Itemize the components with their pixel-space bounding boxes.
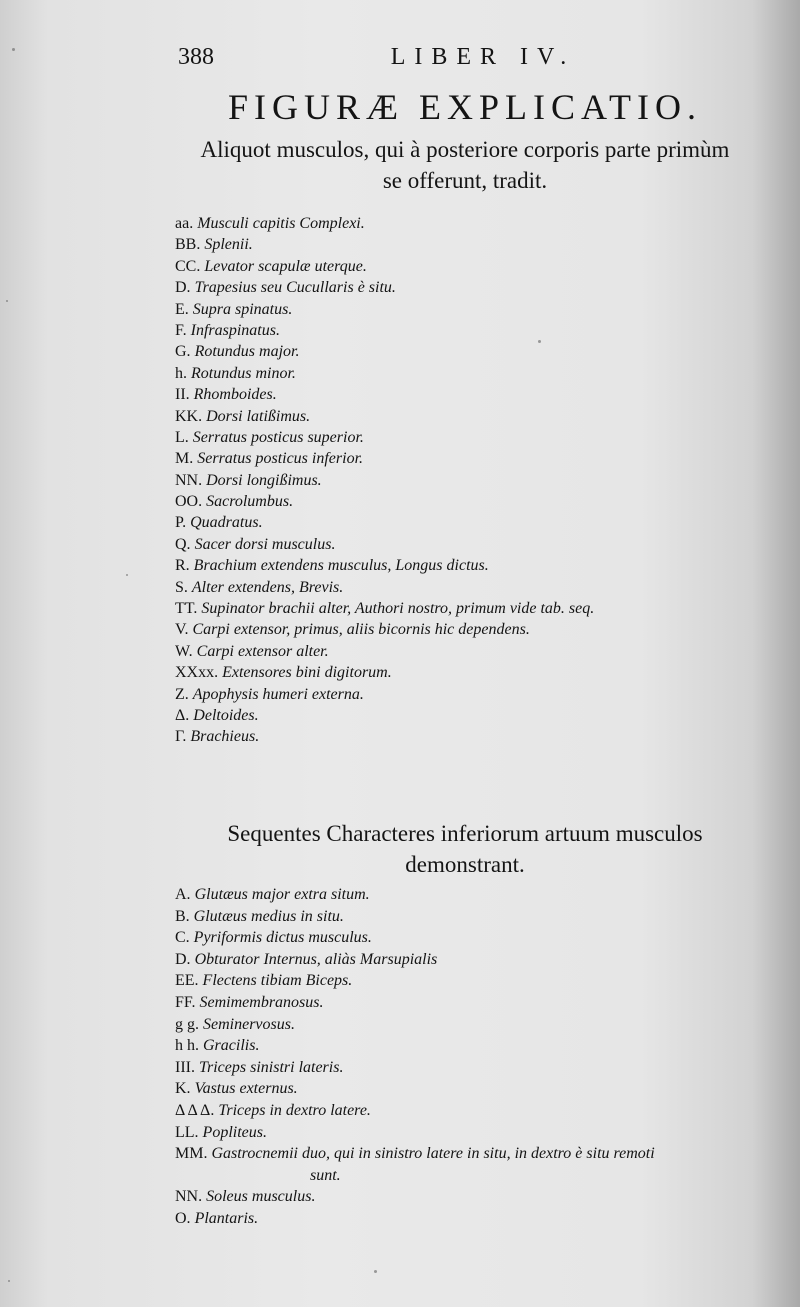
ink-speck	[374, 1270, 377, 1273]
legend-key: NN.	[175, 1188, 203, 1206]
legend-item	[175, 927, 655, 949]
legend-key: L.	[175, 428, 189, 446]
legend-item	[175, 256, 594, 277]
legend-item	[175, 662, 594, 683]
subtitle-line: Sequentes Characteres inferiorum artuum musculos	[227, 821, 703, 846]
legend-item	[175, 427, 594, 448]
legend-text: Plantaris.	[194, 1209, 259, 1227]
legend-item	[175, 992, 655, 1014]
legend-key: III.	[175, 1058, 195, 1076]
section2-subtitle	[160, 818, 770, 880]
legend-item	[175, 448, 594, 469]
legend-key: h.	[175, 364, 187, 382]
legend-text: Dorsi latißimus.	[206, 407, 311, 425]
legend-item	[175, 1186, 655, 1208]
legend-item	[175, 320, 594, 341]
legend-text: Sacer dorsi musculus.	[194, 535, 336, 553]
legend-key: BB.	[175, 236, 201, 254]
legend-item	[175, 705, 594, 726]
legend-key: B.	[175, 907, 190, 925]
legend-text: Alter extendens, Brevis.	[191, 578, 344, 596]
legend-key: FF.	[175, 993, 196, 1011]
legend-item	[175, 406, 594, 427]
legend-item	[175, 598, 594, 619]
legend-item	[175, 277, 594, 298]
legend-key: W.	[175, 642, 193, 660]
legend-item	[175, 577, 594, 598]
legend-key: O.	[175, 1209, 191, 1227]
legend-key: CC.	[175, 257, 201, 275]
legend-key: R.	[175, 557, 190, 575]
subtitle-line: se offerunt, tradit.	[382, 168, 548, 193]
legend-key: XXxx.	[175, 664, 219, 682]
legend-key: F.	[175, 321, 187, 339]
legend-key: Δ.	[175, 706, 190, 724]
section1-legend-list	[175, 213, 594, 748]
legend-text: Pyriformis dictus musculus.	[193, 929, 372, 947]
ink-speck	[8, 1280, 10, 1282]
legend-key: EE.	[175, 972, 199, 990]
legend-key: Q.	[175, 535, 191, 553]
legend-text: Dorsi longißimus.	[206, 471, 322, 489]
legend-key: D.	[175, 279, 191, 297]
legend-item	[175, 1078, 655, 1100]
legend-key: OO.	[175, 493, 203, 511]
legend-item	[175, 884, 655, 906]
legend-text: Supinator brachii alter, Authori nostro, primum vide tab. seq.	[201, 600, 595, 618]
legend-key: Z.	[175, 685, 189, 703]
legend-text: Serratus posticus inferior.	[197, 450, 364, 468]
legend-item-continuation	[175, 1165, 655, 1187]
legend-text: Gastrocnemii duo, qui in sinistro latere in situ, in dextro è situ remoti	[211, 1145, 655, 1163]
legend-text: Glutæus medius in situ.	[193, 907, 344, 925]
legend-key: K.	[175, 1080, 191, 1098]
legend-key: aa.	[175, 215, 194, 232]
legend-key: D.	[175, 950, 191, 968]
legend-text: Levator scapulæ uterque.	[204, 257, 367, 275]
section2-legend-list	[175, 884, 655, 1230]
legend-key: C.	[175, 929, 190, 947]
page-heading: FIGURÆ EXPLICATIO.	[227, 87, 702, 127]
subtitle-line: Aliquot musculos, qui à posteriore corporis parte primùm	[200, 137, 730, 162]
legend-item	[175, 512, 594, 533]
legend-item	[175, 949, 655, 971]
legend-item	[175, 534, 594, 555]
ink-speck	[6, 300, 8, 302]
legend-text: Popliteus.	[202, 1123, 267, 1141]
legend-item	[175, 363, 594, 384]
legend-text: Rotundus minor.	[191, 364, 296, 382]
legend-text: Soleus musculus.	[206, 1188, 316, 1206]
legend-item	[175, 906, 655, 928]
legend-text: Glutæus major extra situm.	[194, 886, 370, 903]
legend-item	[175, 299, 594, 320]
legend-text: sunt.	[310, 1166, 341, 1184]
legend-text: Supra spinatus.	[192, 300, 293, 318]
legend-key: V.	[175, 621, 189, 639]
legend-key: KK.	[175, 407, 203, 425]
legend-key: TT.	[175, 600, 198, 618]
legend-key: h h.	[175, 1037, 199, 1055]
legend-key: MM.	[175, 1145, 208, 1163]
legend-item	[175, 491, 594, 512]
legend-text: Rotundus major.	[194, 343, 300, 361]
legend-text: Sacrolumbus.	[206, 493, 294, 511]
legend-text: Brachium extendens musculus, Longus dictus.	[193, 557, 489, 575]
legend-text: Brachieus.	[190, 728, 260, 746]
running-head	[178, 40, 758, 80]
legend-item	[175, 1122, 655, 1144]
legend-text: Gracilis.	[203, 1037, 260, 1055]
legend-key: A.	[175, 886, 191, 903]
legend-key: II.	[175, 386, 190, 404]
legend-text: Splenii.	[204, 236, 253, 254]
legend-text: Musculi capitis Complexi.	[197, 215, 365, 232]
ink-speck	[538, 340, 541, 343]
legend-item	[175, 970, 655, 992]
ink-speck	[12, 48, 15, 51]
subtitle-line: demonstrant.	[405, 852, 525, 877]
legend-item	[175, 1208, 655, 1230]
legend-text: Semimembranosus.	[199, 993, 324, 1011]
legend-item	[175, 555, 594, 576]
legend-item	[175, 684, 594, 705]
legend-text: Obturator Internus, aliàs Marsupialis	[194, 950, 438, 968]
legend-item	[175, 1014, 655, 1036]
legend-item	[175, 384, 594, 405]
legend-text: Quadratus.	[190, 514, 263, 532]
legend-item	[175, 726, 594, 747]
legend-key: S.	[175, 578, 188, 596]
running-title: LIBER IV.	[390, 44, 576, 70]
legend-item	[175, 1100, 655, 1122]
legend-text: Vastus externus.	[194, 1080, 298, 1098]
legend-item	[175, 1035, 655, 1057]
ink-speck	[126, 574, 128, 576]
legend-text: Deltoides.	[193, 706, 259, 724]
legend-text: Infraspinatus.	[190, 321, 280, 339]
legend-item	[175, 341, 594, 362]
legend-text: Serratus posticus superior.	[192, 428, 364, 446]
legend-item	[175, 1143, 655, 1165]
legend-key: LL.	[175, 1123, 199, 1141]
legend-key: Δ Δ Δ.	[175, 1101, 215, 1119]
legend-key: P.	[175, 514, 187, 532]
legend-key: G.	[175, 343, 191, 361]
legend-item	[175, 641, 594, 662]
legend-key: g g.	[175, 1015, 199, 1033]
legend-key: E.	[175, 300, 189, 318]
legend-text: Extensores bini digitorum.	[222, 664, 392, 682]
legend-text: Flectens tibiam Biceps.	[202, 972, 353, 990]
section1-subtitle	[160, 134, 770, 196]
legend-text: Carpi extensor, primus, aliis bicornis hic dependens.	[192, 621, 530, 639]
legend-key: Γ.	[175, 728, 187, 746]
legend-key: NN.	[175, 471, 203, 489]
legend-text: Triceps sinistri lateris.	[198, 1058, 344, 1076]
page-number: 388	[178, 44, 214, 70]
legend-text: Rhomboides.	[193, 386, 277, 404]
legend-item	[175, 234, 594, 255]
legend-text: Apophysis humeri externa.	[192, 685, 364, 703]
legend-item	[175, 470, 594, 491]
legend-item	[175, 213, 594, 234]
legend-text: Seminervosus.	[203, 1015, 295, 1033]
legend-text: Trapesius seu Cucullaris è situ.	[194, 279, 396, 297]
legend-item	[175, 619, 594, 640]
legend-item	[175, 1057, 655, 1079]
legend-key: M.	[175, 450, 194, 468]
legend-text: Triceps in dextro latere.	[218, 1101, 371, 1119]
legend-text: Carpi extensor alter.	[196, 642, 329, 660]
